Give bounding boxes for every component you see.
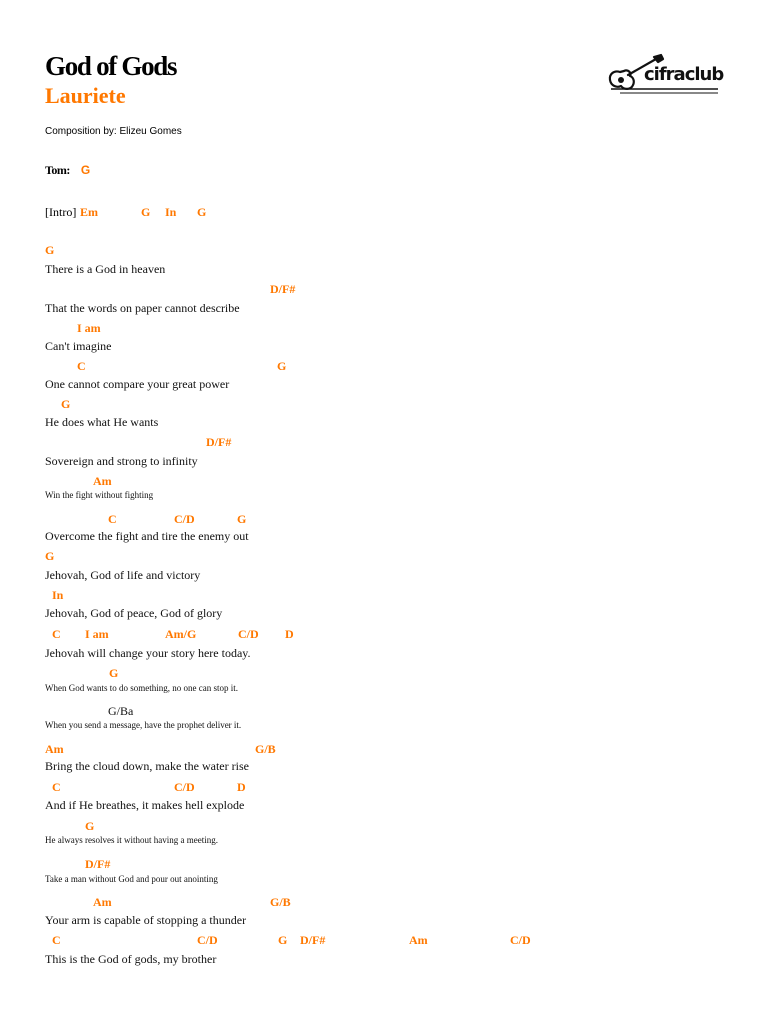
chord-line [0,241,768,259]
chord[interactable]: G [277,359,287,373]
chord-line [0,586,768,604]
chord[interactable]: C/D [197,933,218,947]
chord[interactable]: G [278,933,288,947]
chord[interactable]: Em [80,205,98,219]
tom-key-chord[interactable]: G [80,163,91,177]
chord-line [0,855,768,873]
lyric-line: Jehovah, God of life and victory [45,568,201,582]
chord[interactable]: C [52,933,61,947]
chord-line [0,472,768,490]
chord[interactable]: G [109,666,119,680]
chord[interactable]: G [85,819,95,833]
chord[interactable]: G/Ba [108,704,134,718]
chord[interactable]: C [77,359,86,373]
chord[interactable]: C [52,627,61,641]
chord-line [0,510,768,528]
lyric-line: And if He breathes, it makes hell explode [45,798,245,812]
chord-line [0,778,768,796]
chord-line [0,931,768,949]
chord[interactable]: C/D [238,627,259,641]
chord[interactable]: In [52,588,64,602]
chord[interactable]: G/B [270,895,291,909]
lyric-line: Can't imagine [45,339,112,353]
lyric-line: Take a man without God and pour out anointing [45,874,218,884]
lyric-line: That the words on paper cannot describe [45,301,240,315]
chord-line [0,203,768,221]
chord[interactable]: I am [85,627,109,641]
chord[interactable]: D/F# [270,282,296,296]
chord[interactable]: G/B [255,742,276,756]
chord-line [0,893,768,911]
lyric-line: He always resolves it without having a meeting. [45,835,218,845]
chord[interactable]: Am/G [165,627,197,641]
chord[interactable]: G [141,205,151,219]
chord[interactable]: D/F# [206,435,232,449]
chord[interactable]: C [52,780,61,794]
chord-line [0,433,768,451]
chord[interactable]: Am [93,895,112,909]
lyric-line: Sovereign and strong to infinity [45,454,198,468]
chord[interactable]: In [165,205,177,219]
chord[interactable]: G [61,397,71,411]
chord-line [0,817,768,835]
chord[interactable]: G [45,549,55,563]
chord[interactable]: Am [409,933,428,947]
song-title: God of Gods [45,51,177,81]
chord-line [0,625,768,643]
artist-name[interactable]: Lauriete [45,83,126,108]
chord[interactable]: Am [93,474,112,488]
chord-line [0,664,768,682]
lyric-line: Jehovah will change your story here today. [45,646,251,660]
lyric-line: Your arm is capable of stopping a thunder [45,913,247,927]
chord[interactable]: D/F# [300,933,326,947]
lyric-line: There is a God in heaven [45,262,166,276]
chord[interactable]: G [45,243,55,257]
chord-line [0,357,768,375]
chord[interactable]: I am [77,321,101,335]
lyric-line: One cannot compare your great power [45,377,230,391]
chord[interactable]: D [285,627,294,641]
cifraclub-logo-text: cifraclub [644,64,724,85]
chord[interactable]: C/D [174,780,195,794]
tom-label: Tom: [45,163,70,177]
chord[interactable]: D [237,780,246,794]
chord[interactable]: C [108,512,117,526]
lyric-line: When God wants to do something, no one can stop it. [45,683,238,693]
lyric-line: When you send a message, have the prophet deliver it. [45,720,242,730]
lyric-line: Overcome the fight and tire the enemy out [45,529,249,543]
chord[interactable]: G [237,512,247,526]
chord-line [0,280,768,298]
chord-line [0,547,768,565]
lyric-line: This is the God of gods, my brother [45,952,217,966]
chord-line [0,395,768,413]
composer-credit: Composition by: Elizeu Gomes [45,126,182,137]
chord[interactable]: D/F# [85,857,111,871]
chord[interactable]: C/D [510,933,531,947]
chord[interactable]: C/D [174,512,195,526]
lyric-line: Bring the cloud down, make the water rise [45,759,249,773]
lyric-line: He does what He wants [45,415,159,429]
chord-line [0,319,768,337]
chord-line [0,702,768,720]
chord[interactable]: G [197,205,207,219]
lyric-line: Jehovah, God of peace, God of glory [45,606,223,620]
chord-line [0,740,768,758]
section-label: [Intro] [45,205,77,219]
lyric-line: Win the fight without fighting [45,490,154,500]
chord[interactable]: Am [45,742,64,756]
